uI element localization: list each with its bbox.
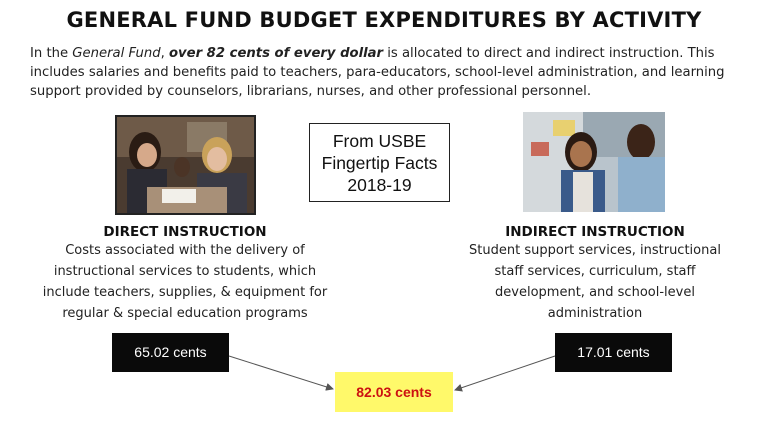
counselor-photo	[523, 112, 665, 212]
right-arrow	[455, 356, 555, 390]
direct-desc-line: Costs associated with the delivery of	[65, 243, 305, 258]
intro-paragraph	[30, 44, 745, 101]
direct-desc-line: regular & special education programs	[62, 306, 308, 321]
indirect-value-box: 17.01 cents	[555, 333, 672, 372]
indirect-desc-line: Student support services, instructional	[469, 243, 721, 258]
indirect-desc-line: staff services, curriculum, staff	[494, 264, 696, 279]
direct-desc-line: include teachers, supplies, & equipment for	[42, 285, 328, 300]
indirect-desc-line: administration	[547, 306, 643, 321]
intro-highlight: over 82 cents of every dollar	[168, 46, 384, 61]
left-arrow	[229, 356, 333, 389]
direct-instruction-heading: DIRECT INSTRUCTION	[103, 224, 267, 240]
source-line-1: From USBE	[332, 131, 427, 151]
classroom-photo	[115, 115, 256, 215]
indirect-desc-line: development, and school-level	[495, 285, 695, 300]
intro-general-fund: General Fund	[72, 46, 161, 61]
intro-text-3: is allocated to direct and indirect instruction. This includes salaries and benefits paid to teachers, para-educators, school-level administration, and learning support provided by counselors, librarians, nurses, and other professional personnel.	[30, 46, 725, 99]
page-title: GENERAL FUND BUDGET EXPENDITURES BY ACTIVITY	[66, 8, 702, 32]
source-line-3: 2018-19	[347, 175, 412, 195]
indirect-instruction-description	[455, 240, 735, 324]
indirect-instruction-heading: INDIRECT INSTRUCTION	[505, 224, 685, 240]
direct-desc-line: instructional services to students, which	[53, 264, 317, 279]
direct-value-box: 65.02 cents	[112, 333, 229, 372]
intro-text-2: ,	[160, 46, 169, 61]
source-line-2: Fingertip Facts	[321, 153, 438, 173]
total-value-box: 82.03 cents	[335, 372, 453, 412]
direct-instruction-description	[30, 240, 340, 324]
intro-text-1: In the	[30, 46, 73, 61]
source-box	[309, 123, 450, 202]
